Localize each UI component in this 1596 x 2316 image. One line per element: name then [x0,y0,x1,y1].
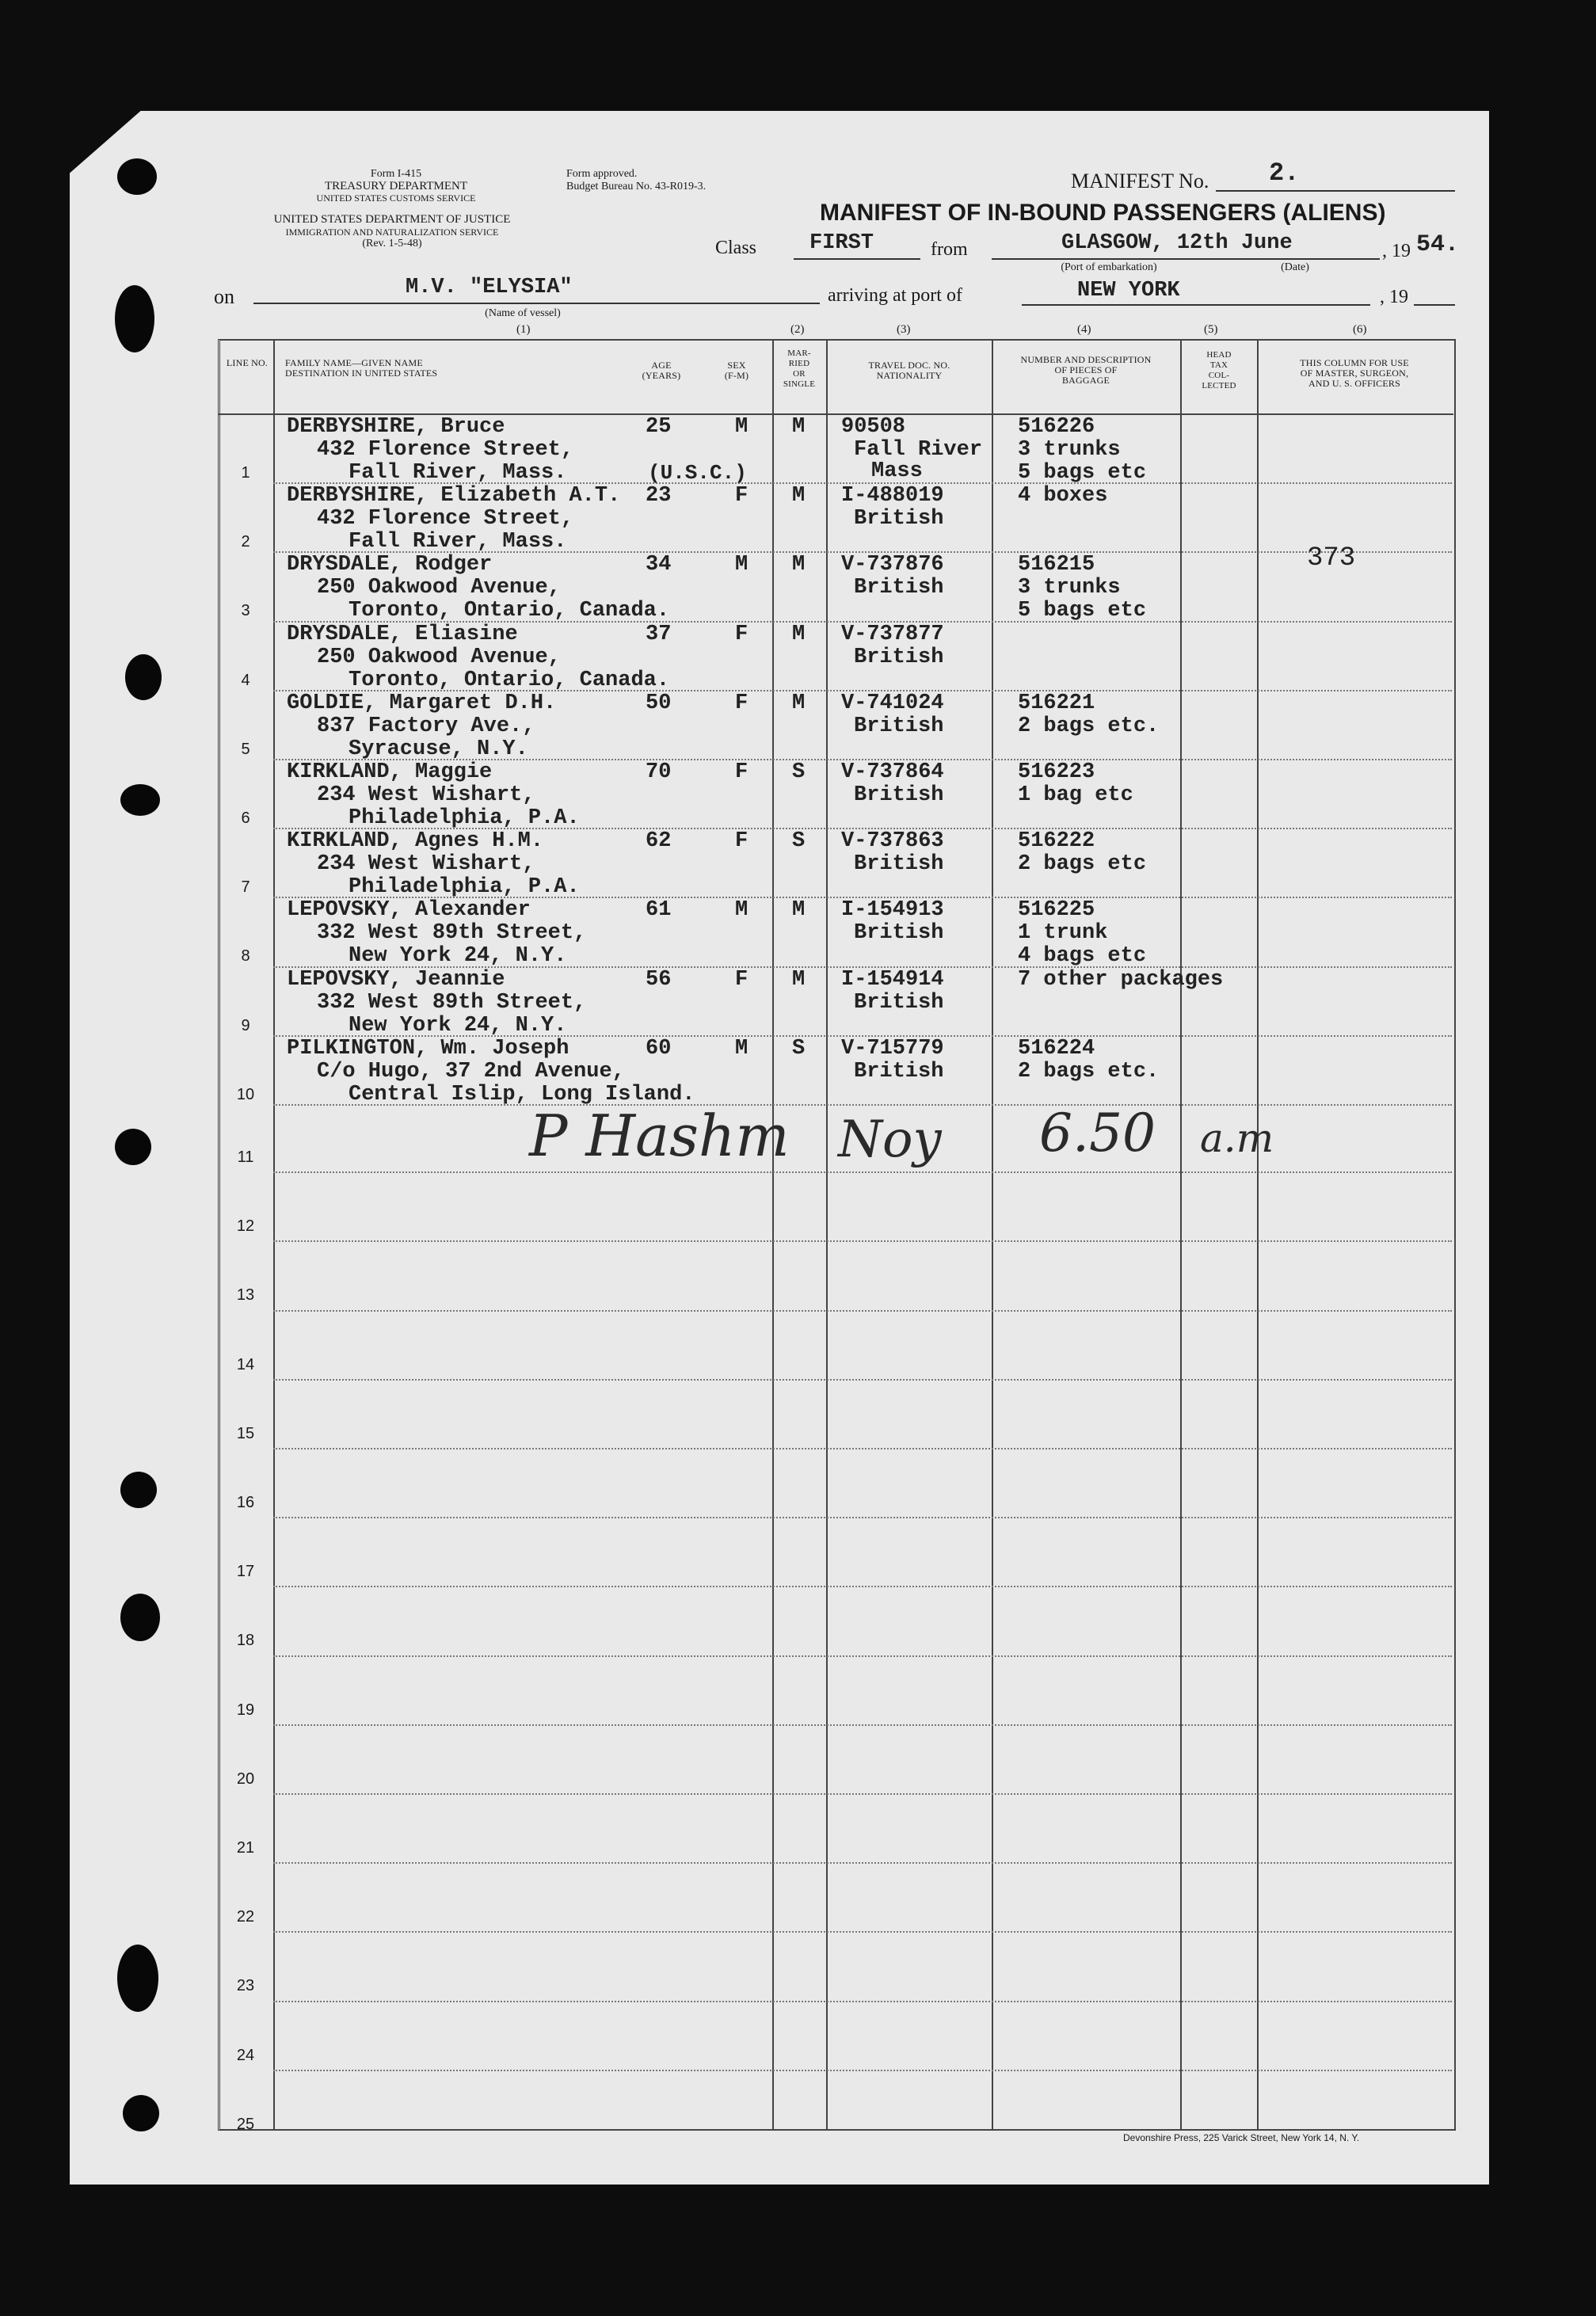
line-number: 4 [241,671,250,689]
row-separator [273,2001,1452,2002]
baggage-item: 4 boxes [1018,484,1108,509]
passenger-sex: F [735,760,748,784]
passenger-address-2: New York 24, N.Y. [349,1013,567,1038]
class-underline [794,258,920,260]
line-number: 24 [236,2046,255,2064]
baggage-item: 2 bags etc. [1018,714,1160,738]
col-num-4: (4) [1077,323,1091,336]
passenger-sex: F [735,622,748,646]
hdr-officers: THIS COLUMN FOR USE OF MASTER, SURGEON, AND U. S. OFFICERS [1300,357,1409,389]
year-value: 54. [1416,231,1460,258]
line-number: 18 [236,1632,255,1650]
baggage-item: 1 trunk [1018,921,1108,946]
passenger-age: 37 [646,622,672,646]
baggage-item: 2 bags etc [1018,852,1147,877]
line-number: 21 [236,1839,255,1857]
baggage-item: 5 bags etc [1018,461,1147,485]
passenger-sex: M [735,1036,748,1061]
line-number: 15 [236,1424,255,1442]
passenger-address-2: New York 24, N.Y. [349,944,567,969]
line-number: 16 [236,1494,255,1511]
hdr-travel: TRAVEL DOC. NO. NATIONALITY [868,360,950,381]
manifest-no-underline [1216,190,1455,192]
row-separator [273,1793,1452,1795]
passenger-address-2: Toronto, Ontario, Canada. [349,599,670,623]
passenger-sex: F [735,691,748,715]
passenger-age: 70 [646,760,672,784]
baggage-item: 5 bags etc [1018,599,1147,623]
row-separator [273,1240,1452,1242]
passenger-age: 34 [646,553,672,577]
passenger-doc: V-741024 [841,691,944,715]
passenger-nationality: British [854,921,944,946]
class-value: FIRST [809,231,874,255]
col-divider [992,339,993,2129]
from-value: GLASGOW, 12th June [1061,231,1293,255]
passenger-sex: F [735,967,748,992]
passenger-nationality: British [854,645,944,669]
treasury-dept: TREASURY DEPARTMENT [324,180,468,192]
passenger-doc: V-737876 [841,553,944,577]
passenger-doc: V-737864 [841,760,944,784]
line-number: 11 [237,1148,254,1166]
hdr-line-no: LINE NO. [226,357,269,368]
line-number: 2 [241,533,250,551]
manifest-no-label: MANIFEST No. [1071,170,1209,192]
vessel-value: M.V. "ELYSIA" [406,276,573,299]
passenger-address-1: 332 West 89th Street, [317,990,587,1015]
col-num-6: (6) [1353,323,1367,336]
vessel-underline [253,303,820,304]
passenger-married: M [792,691,806,715]
budget-bureau: Budget Bureau No. 43-R019-3. [566,181,707,192]
baggage-item: 3 trunks [1018,438,1121,462]
passenger-name: PILKINGTON, Wm. Joseph [287,1036,569,1061]
passenger-address-2: Syracuse, N.Y. [349,737,528,761]
passenger-name: DRYSDALE, Eliasine [287,622,518,646]
row-separator [273,1517,1452,1518]
line-number: 17 [236,1563,255,1581]
baggage-item: 516222 [1018,829,1095,854]
passenger-doc: I-154913 [841,898,944,923]
justice-dept: UNITED STATES DEPARTMENT OF JUSTICE [273,213,511,226]
passenger-married: M [792,484,806,509]
line-number: 8 [241,947,250,966]
col-divider [826,339,828,2129]
passenger-address-2: Fall River, Mass. [349,461,567,485]
passenger-married: S [792,1036,806,1061]
col-divider [772,339,774,2129]
row-separator [273,1724,1452,1726]
baggage-item: 516221 [1018,691,1095,715]
baggage-item: 516225 [1018,898,1095,923]
officer-mark: 373 [1307,543,1356,573]
punch-hole [120,1472,157,1508]
passenger-doc-extra: Mass [871,459,923,483]
passenger-nationality: British [854,852,944,877]
handwritten-note: Noy [838,1110,942,1169]
passenger-age: 61 [646,898,672,923]
line-number: 25 [236,2115,255,2133]
passenger-doc: I-154914 [841,967,944,992]
customs-service: UNITED STATES CUSTOMS SERVICE [316,192,476,204]
row-separator [273,1448,1452,1449]
hdr-sex: SEX (F-M) [724,360,749,381]
row-separator [273,1379,1452,1381]
uscit-mark: (U.S.C.) [648,461,747,485]
punch-hole [125,654,162,700]
row-separator [273,1310,1452,1312]
form-number: Form I-415 [370,168,422,180]
baggage-item: 3 trunks [1018,576,1121,600]
passenger-nationality: British [854,1059,944,1084]
passenger-nationality: British [854,783,944,807]
passenger-doc: V-737863 [841,829,944,854]
passenger-name: DRYSDALE, Rodger [287,553,493,577]
punch-hole [115,285,154,352]
col-divider [1257,339,1259,2129]
col-divider [1180,339,1182,2129]
passenger-address-2: Central Islip, Long Island. [349,1082,695,1107]
baggage-item: 1 bag etc [1018,783,1133,807]
passenger-address-1: 250 Oakwood Avenue, [317,645,561,669]
passenger-nationality: British [854,714,944,738]
passenger-sex: M [735,898,748,923]
passenger-married: S [792,760,806,784]
line-number: 20 [236,1769,255,1788]
punch-hole [115,1129,151,1165]
col-num-5: (5) [1204,323,1218,336]
arriving-label: arriving at port of [828,285,962,306]
col-num-2: (2) [790,323,805,336]
passenger-name: LEPOVSKY, Jeannie [287,967,505,992]
passenger-name: DERBYSHIRE, Elizabeth A.T. [287,484,621,509]
passenger-name: DERBYSHIRE, Bruce [287,415,505,439]
passenger-nationality: British [854,507,944,531]
line-number: 9 [241,1016,250,1034]
port-embark-label: (Port of embarkation) [1061,261,1157,273]
year2-label: , 19 [1380,287,1408,307]
baggage-item: 516224 [1018,1036,1095,1061]
ins-service: IMMIGRATION AND NATURALIZATION SERVICE [285,227,499,238]
manifest-no-value: 2. [1269,158,1300,188]
passenger-doc: V-715779 [841,1036,944,1061]
passenger-married: M [792,415,806,439]
arriving-value: NEW YORK [1077,279,1180,303]
passenger-address-1: 234 West Wishart, [317,852,535,877]
baggage-item: 7 other packages [1018,967,1224,992]
line-number: 6 [241,809,250,827]
passenger-nationality: British [854,990,944,1015]
line-number: 12 [236,1217,255,1236]
passenger-married: M [792,898,806,923]
line-number: 3 [241,602,250,620]
line-number: 13 [236,1286,255,1305]
passenger-age: 23 [646,484,672,509]
year-prefix: , 19 [1382,241,1411,261]
hdr-headtax: HEAD TAX COL- LECTED [1202,350,1236,390]
punch-hole [117,1945,158,2012]
passenger-age: 60 [646,1036,672,1061]
passenger-doc: V-737877 [841,622,944,646]
row-separator [273,1655,1452,1657]
passenger-doc: I-488019 [841,484,944,509]
line-number: 14 [236,1355,255,1373]
punch-hole [117,158,157,195]
passenger-name: LEPOVSKY, Alexander [287,898,531,923]
passenger-married: M [792,622,806,646]
passenger-age: 62 [646,829,672,854]
passenger-address-1: 432 Florence Street, [317,438,574,462]
handwritten-signature: P Hashm [529,1103,790,1169]
approval-line: Form approved. [566,168,638,180]
on-label: on [214,285,234,308]
baggage-item: 516226 [1018,415,1095,439]
hdr-baggage: NUMBER AND DESCRIPTION OF PIECES OF BAGGAGE [1020,354,1152,386]
passenger-nationality: British [854,576,944,600]
passenger-address-2: Philadelphia, P.A. [349,806,580,830]
punch-hole [120,1594,160,1641]
passenger-age: 56 [646,967,672,992]
passenger-address-2: Fall River, Mass. [349,530,567,554]
vessel-label: (Name of vessel) [485,307,561,319]
row-separator [273,1586,1452,1587]
line-number: 23 [236,1977,255,1995]
punch-hole [123,2095,159,2131]
passenger-age: 50 [646,691,672,715]
col-num-1: (1) [516,323,531,336]
passenger-address-1: 234 West Wishart, [317,783,535,807]
line-number: 22 [236,1908,255,1926]
passenger-address-2: Toronto, Ontario, Canada. [349,668,670,692]
col-divider [273,339,275,2129]
passenger-address-1: 432 Florence Street, [317,507,574,531]
year2-underline [1414,304,1455,306]
passenger-sex: M [735,415,748,439]
from-label: from [931,239,968,260]
passenger-name: GOLDIE, Margaret D.H. [287,691,557,715]
col-num-3: (3) [897,323,911,336]
punch-hole [120,784,160,816]
printer-footer: Devonshire Press, 225 Varick Street, New York 14, N. Y. [1123,2132,1360,2143]
line-number: 1 [241,464,250,482]
row-separator [273,1862,1452,1864]
passenger-name: KIRKLAND, Agnes H.M. [287,829,544,854]
baggage-item: 516215 [1018,553,1095,577]
arriving-underline [1022,304,1370,306]
line-number: 7 [241,878,250,897]
class-label: Class [715,238,757,258]
line-number: 10 [236,1085,255,1103]
passenger-age: 25 [646,415,672,439]
passenger-doc: 90508 [841,415,906,439]
handwritten-time: 6.50 [1039,1103,1156,1164]
row-separator [273,1104,1452,1106]
passenger-address-1: 332 West 89th Street, [317,921,587,946]
baggage-item: 4 bags etc [1018,944,1147,969]
manifest-title: MANIFEST OF IN-BOUND PASSENGERS (ALIENS) [820,200,1386,226]
hdr-age: AGE (YEARS) [642,360,681,381]
hdr-married: MAR- RIED OR SINGLE [783,349,816,389]
passenger-sex: M [735,553,748,577]
passenger-address-1: 250 Oakwood Avenue, [317,576,561,600]
row-separator [273,1171,1452,1173]
from-underline [992,258,1380,260]
hdr-name: FAMILY NAME—GIVEN NAME DESTINATION IN UNITED STATES [285,357,438,379]
line-number: 19 [236,1701,255,1719]
passenger-address-2: Philadelphia, P.A. [349,875,580,900]
date-label: (Date) [1281,261,1309,273]
passenger-married: S [792,829,806,854]
revision: (Rev. 1-5-48) [362,238,422,250]
baggage-item: 2 bags etc. [1018,1059,1160,1084]
row-separator [273,1931,1452,1933]
passenger-address-1: C/o Hugo, 37 2nd Avenue, [317,1059,625,1084]
passenger-married: M [792,553,806,577]
passenger-address-1: 837 Factory Ave., [317,714,535,738]
passenger-nationality: Fall River [854,438,983,462]
line-number: 5 [241,740,250,758]
passenger-married: M [792,967,806,992]
passenger-sex: F [735,829,748,854]
handwritten-am: a.m [1200,1115,1274,1161]
passenger-sex: F [735,484,748,509]
passenger-name: KIRKLAND, Maggie [287,760,493,784]
baggage-item: 516223 [1018,760,1095,784]
row-separator [273,2070,1452,2071]
